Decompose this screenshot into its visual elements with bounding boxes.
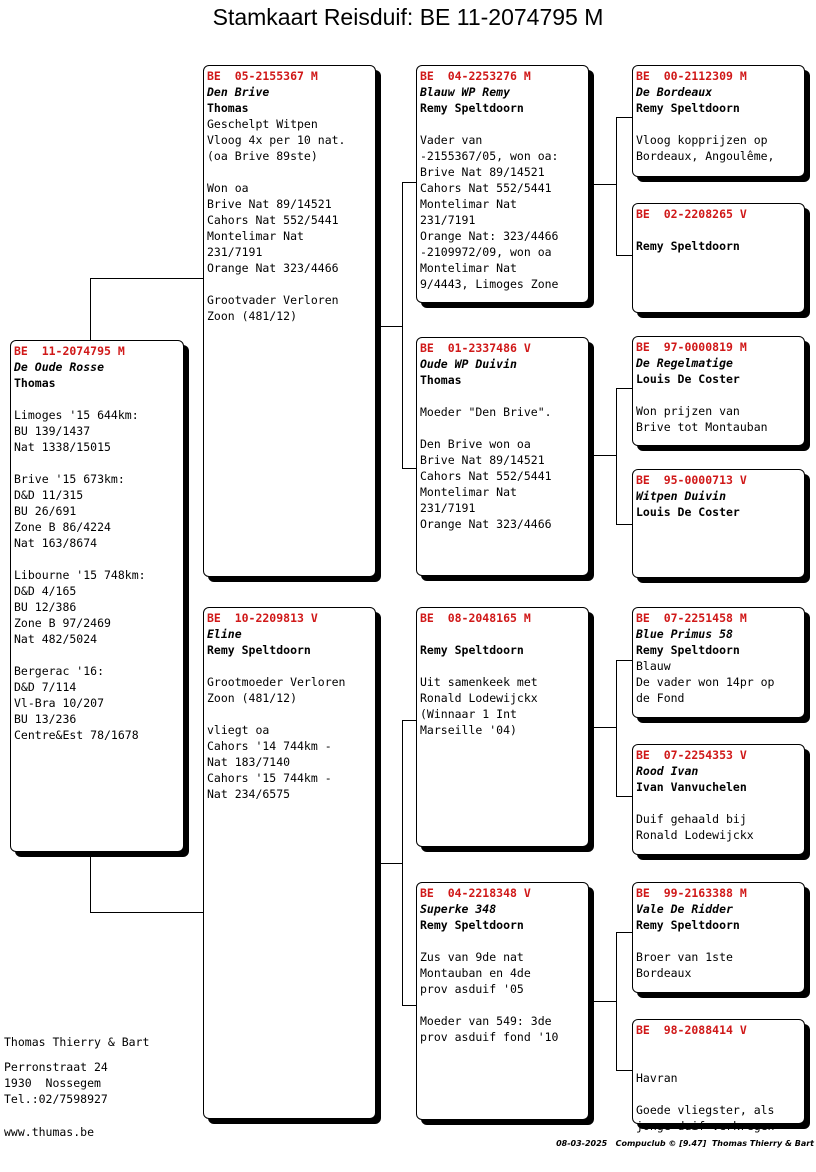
pigeon-note-line: Moeder van 549: 3de [420, 1014, 552, 1028]
ring-number: BE 10-2209813 V [207, 611, 318, 625]
pigeon-note-line: Zoon (481/12) [207, 309, 298, 323]
pigeon-note-line [420, 658, 585, 674]
connector [402, 1005, 417, 1006]
pigeon-note-line: Vloog kopprijzen op [636, 133, 768, 147]
pigeon-card-dam-dam[interactable] [416, 882, 589, 1120]
pigeon-note-line: (Winnaar 1 Int [420, 707, 517, 721]
connector [616, 932, 633, 933]
connector [616, 388, 633, 389]
pigeon-card-dss[interactable] [632, 607, 805, 718]
pigeon-owner [636, 1054, 801, 1070]
pigeon-name: De Bordeaux [636, 85, 713, 99]
ring-number: BE 04-2253276 M [420, 69, 531, 83]
pigeon-note-line: 231/7191 [420, 501, 476, 515]
pigeon-note-line: Cahors Nat 552/5441 [420, 181, 552, 195]
ring-number: BE 07-2251458 M [636, 611, 747, 625]
pigeon-note-line: Limoges '15 644km: [14, 408, 139, 422]
pigeon-note-line: Won prijzen van [636, 404, 740, 418]
connector [616, 1070, 633, 1071]
pigeon-card-sire[interactable] [203, 65, 376, 577]
connector [402, 720, 403, 1005]
pigeon-note-line [420, 420, 585, 436]
pigeon-name: Vale De Ridder [636, 902, 733, 916]
ring-number: BE 04-2218348 V [420, 886, 531, 900]
connector [589, 727, 616, 728]
pigeon-note-line: Ronald Lodewijckx [636, 828, 754, 842]
pigeon-note-line [636, 387, 801, 403]
pigeon-note-line: Vloog 4x per 10 nat. [207, 133, 346, 147]
ring-number: BE 08-2048165 M [420, 611, 531, 625]
pigeon-name: Witpen Duivin [636, 489, 727, 503]
ring-number: BE 95-0000713 V [636, 473, 747, 487]
pigeon-card-ddd[interactable] [632, 1019, 805, 1133]
connector [402, 182, 417, 183]
pigeon-owner: Remy Speltdoorn [420, 643, 524, 657]
pigeon-note-line: Havran [636, 1071, 678, 1085]
pigeon-card-sire-dam[interactable] [416, 337, 589, 576]
connector [616, 255, 633, 256]
breeder-name: Thomas Thierry & Bart [4, 1035, 150, 1049]
pigeon-note-line: -2155367/05, won oa: [420, 149, 559, 163]
breeder-city: 1930 Nossegem [4, 1076, 101, 1090]
pigeon-note-line: Grootmoeder Verloren [207, 675, 346, 689]
pigeon-note-line: Vl-Bra 10/207 [14, 696, 105, 710]
connector [616, 117, 617, 255]
connector [589, 455, 616, 456]
ring-number: BE 05-2155367 M [207, 69, 318, 83]
breeder-website[interactable]: www.thumas.be [4, 1125, 95, 1139]
pigeon-note-line: BU 26/691 [14, 504, 77, 518]
pigeon-note-line: Nat 482/5024 [14, 632, 98, 646]
pigeon-note-line: Grootvader Verloren [207, 293, 339, 307]
pigeon-card-sss[interactable] [632, 65, 805, 177]
ring-number: BE 07-2254353 V [636, 748, 747, 762]
pigeon-card-dsd[interactable] [632, 744, 805, 855]
pigeon-note-line: Brive Nat 89/14521 [207, 197, 332, 211]
pigeon-note-line: Ronald Lodewijckx [420, 691, 538, 705]
pigeon-card-sds[interactable] [632, 336, 805, 446]
pigeon-owner: Remy Speltdoorn [636, 239, 740, 253]
connector [90, 278, 204, 279]
pigeon-note-line: Brive Nat 89/14521 [420, 453, 545, 467]
connector [616, 660, 633, 661]
pigeon-note-line: Montelimar Nat [420, 485, 517, 499]
pigeon-note-line: Brive tot Montauban [636, 420, 768, 434]
pigeon-owner: Thomas [207, 101, 249, 115]
pigeon-owner: Remy Speltdoorn [636, 643, 740, 657]
pigeon-owner: Louis De Coster [636, 372, 740, 386]
pigeon-note-line: BU 139/1437 [14, 424, 91, 438]
pigeon-note-line: Duif gehaald bij [636, 812, 747, 826]
pigeon-owner: Remy Speltdoorn [207, 643, 311, 657]
connector [402, 468, 417, 469]
pigeon-card-dam[interactable] [203, 607, 376, 1119]
ring-number: BE 01-2337486 V [420, 341, 531, 355]
pigeon-note-line: Bordeaux, Angoulême, [636, 149, 775, 163]
pigeon-note-line [207, 706, 372, 722]
pigeon-card-dds[interactable] [632, 882, 805, 993]
pigeon-card-ssd[interactable] [632, 203, 805, 313]
pigeon-note-line [636, 1086, 801, 1102]
pigeon-note-line: Marseille '04) [420, 723, 517, 737]
pigeon-note-line: Libourne '15 748km: [14, 568, 146, 582]
pigeon-card-sire-sire[interactable] [416, 65, 589, 303]
connector [589, 1001, 616, 1002]
pigeon-card-subject[interactable] [10, 340, 184, 852]
ring-number: BE 99-2163388 M [636, 886, 747, 900]
pigeon-note-line: Nat 183/7140 [207, 755, 291, 769]
connector [90, 852, 91, 912]
pigeon-note-line: Orange Nat 323/4466 [207, 261, 339, 275]
footer-credit: 08-03-2025 Compuclub © [9.47] Thomas Thierry & Bart [556, 1139, 814, 1148]
pigeon-note-line [420, 933, 585, 949]
pigeon-owner: Remy Speltdoorn [636, 918, 740, 932]
pigeon-owner: Thomas [14, 376, 56, 390]
pigeon-note-line: Centre&Est 78/1678 [14, 728, 139, 742]
pigeon-name [636, 1038, 801, 1054]
pigeon-note-line: prov asduif fond '10 [420, 1030, 559, 1044]
pigeon-note-line [207, 164, 372, 180]
pigeon-note-line: (oa Brive 89ste) [207, 149, 318, 163]
pigeon-note-line [14, 391, 180, 407]
pigeon-note-line: BU 12/386 [14, 600, 77, 614]
pigeon-name: Den Brive [207, 85, 270, 99]
pigeon-note-line: Broer van 1ste [636, 950, 733, 964]
pigeon-note-line: Won oa [207, 181, 249, 195]
pigeon-note-line [636, 795, 801, 811]
pigeon-name: Blue Primus 58 [636, 627, 733, 641]
pigeon-note-line: Nat 234/6575 [207, 787, 291, 801]
pigeon-note-line: Brive '15 673km: [14, 472, 125, 486]
pigeon-note-line: 9/4443, Limoges Zone [420, 277, 559, 291]
pigeon-note-line [14, 551, 180, 567]
pigeon-note-line [14, 647, 180, 663]
pigeon-note-line: Blauw [636, 659, 671, 673]
connector [616, 932, 617, 1070]
pigeon-note-line: vliegt oa [207, 723, 270, 737]
pigeon-note-line: prov asduif '05 [420, 982, 524, 996]
pigeon-note-line: -2109972/09, won oa [420, 245, 552, 259]
pigeon-owner: Remy Speltdoorn [636, 101, 740, 115]
pigeon-note-line: Cahors '14 744km - [207, 739, 332, 753]
pigeon-note-line: D&D 7/114 [14, 680, 77, 694]
pigeon-note-line [14, 455, 180, 471]
pigeon-note-line: Nat 163/8674 [14, 536, 98, 550]
connector [616, 117, 633, 118]
pigeon-card-sdd[interactable] [632, 469, 805, 578]
pigeon-note-line: 231/7191 [420, 213, 476, 227]
pigeon-note-line: Den Brive won oa [420, 437, 531, 451]
pigeon-note-line: Bergerac '16: [14, 664, 105, 678]
pigeon-note-line: Orange Nat: 323/4466 [420, 229, 559, 243]
pigeon-note-line: Moeder "Den Brive". [420, 405, 552, 419]
ring-number: BE 98-2088414 V [636, 1023, 747, 1037]
pigeon-name: De Oude Rosse [14, 360, 105, 374]
pigeon-note-line: jonge duif verkregen [636, 1119, 775, 1133]
pigeon-note-line: Cahors '15 744km - [207, 771, 332, 785]
pigeon-name [420, 626, 585, 642]
pigeon-owner: Thomas [420, 373, 462, 387]
connector [616, 524, 633, 525]
pigeon-name: Eline [207, 627, 242, 641]
ring-number: BE 02-2208265 V [636, 207, 747, 221]
breeder-street: Perronstraat 24 [4, 1060, 108, 1074]
breeder-phone: Tel.:02/7598927 [4, 1092, 108, 1106]
connector [90, 278, 91, 340]
pigeon-note-line: Montauban en 4de [420, 966, 531, 980]
pigeon-note-line: Cahors Nat 552/5441 [207, 213, 339, 227]
pigeon-owner: Louis De Coster [636, 505, 740, 519]
pigeon-owner: Remy Speltdoorn [420, 918, 524, 932]
pigeon-note-line: Bordeaux [636, 966, 692, 980]
pigeon-note-line: Zone B 97/2469 [14, 616, 111, 630]
pigeon-name [636, 222, 801, 238]
ring-number: BE 11-2074795 M [14, 344, 125, 358]
pigeon-note-line [420, 388, 585, 404]
pigeon-note-line: Zoon (481/12) [207, 691, 298, 705]
pigeon-card-dam-sire[interactable] [416, 607, 589, 847]
pigeon-note-line: Brive Nat 89/14521 [420, 165, 545, 179]
ring-number: BE 00-2112309 M [636, 69, 747, 83]
pigeon-name: Blauw WP Remy [420, 85, 511, 99]
connector [376, 326, 402, 327]
pigeon-note-line: de Fond [636, 691, 685, 705]
pigeon-note-line: Vader van [420, 133, 483, 147]
connector [376, 863, 402, 864]
pigeon-name: De Regelmatige [636, 356, 733, 370]
connector [616, 660, 617, 796]
pigeon-note-line [207, 276, 372, 292]
pigeon-note-line [207, 658, 372, 674]
pigeon-note-line [420, 997, 585, 1013]
pigeon-name: Oude WP Duivin [420, 357, 517, 371]
pigeon-note-line: Goede vliegster, als [636, 1103, 775, 1117]
pigeon-note-line: Zone B 86/4224 [14, 520, 111, 534]
page-title: Stamkaart Reisduif: BE 11-2074795 M [212, 4, 604, 30]
connector [589, 184, 616, 185]
pigeon-note-line: De vader won 14pr op [636, 675, 775, 689]
pigeon-note-line: 231/7191 [207, 245, 263, 259]
pigeon-note-line: D&D 4/165 [14, 584, 77, 598]
connector [402, 720, 417, 721]
connector [616, 796, 633, 797]
pigeon-note-line: Geschelpt Witpen [207, 117, 318, 131]
connector [90, 912, 204, 913]
connector [616, 388, 617, 524]
pigeon-note-line: Montelimar Nat [207, 229, 304, 243]
pigeon-note-line [420, 116, 585, 132]
pigeon-note-line: Cahors Nat 552/5441 [420, 469, 552, 483]
pigeon-owner: Ivan Vanvuchelen [636, 780, 747, 794]
ring-number: BE 97-0000819 M [636, 340, 747, 354]
pigeon-note-line: Uit samenkeek met [420, 675, 538, 689]
pigeon-note-line: Orange Nat 323/4466 [420, 517, 552, 531]
connector [402, 182, 403, 468]
pigeon-note-line: Montelimar Nat [420, 261, 517, 275]
pigeon-note-line [636, 116, 801, 132]
pigeon-name: Superke 348 [420, 902, 497, 916]
pigeon-note-line: D&D 11/315 [14, 488, 84, 502]
pigeon-owner: Remy Speltdoorn [420, 101, 524, 115]
pigeon-note-line [636, 933, 801, 949]
pigeon-note-line: Zus van 9de nat [420, 950, 524, 964]
pigeon-note-line: Nat 1338/15015 [14, 440, 111, 454]
pigeon-name: Rood Ivan [636, 764, 699, 778]
pigeon-note-line: BU 13/236 [14, 712, 77, 726]
pigeon-note-line: Montelimar Nat [420, 197, 517, 211]
